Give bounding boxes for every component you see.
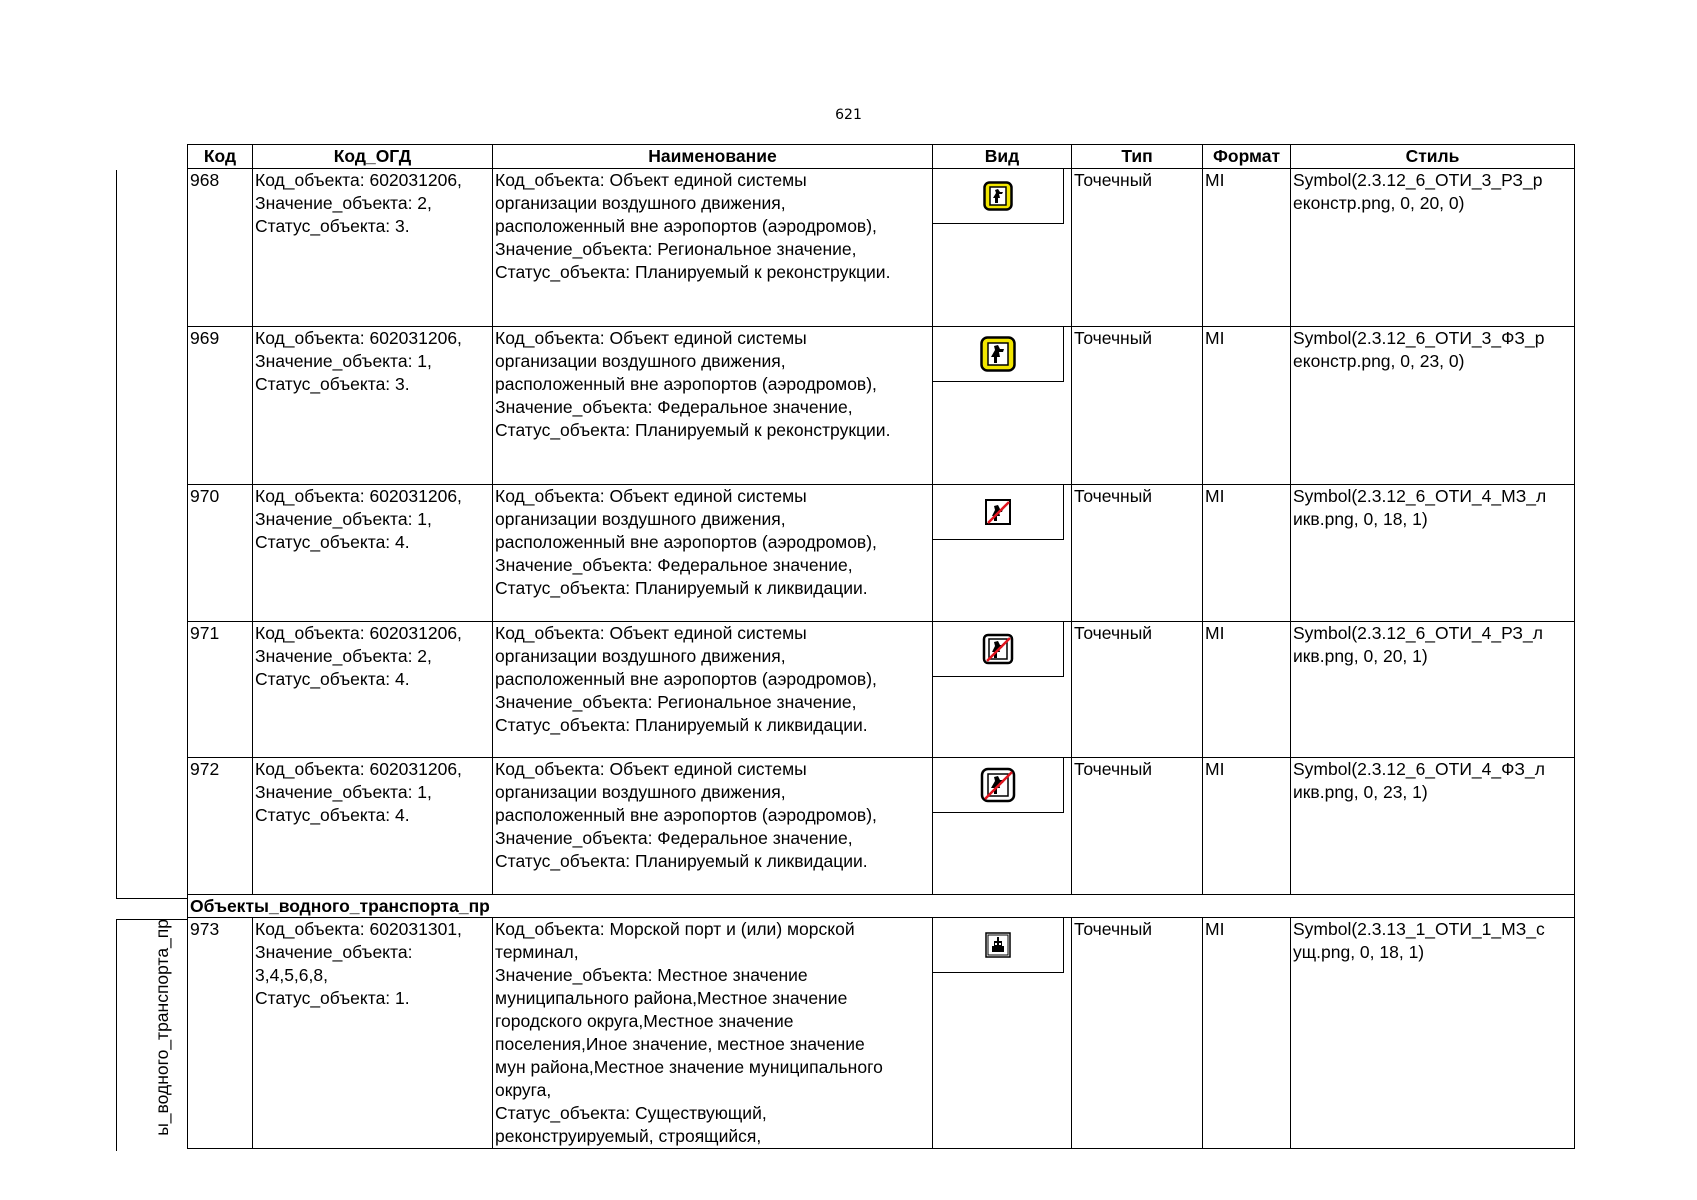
- table-row: [188, 918, 1575, 1149]
- air-traffic-liquidation-local-icon: [984, 498, 1012, 526]
- air-traffic-reconstruction-regional-icon: [983, 181, 1013, 211]
- air-traffic-reconstruction-federal-icon: [980, 336, 1016, 372]
- cell-format: MI: [1203, 758, 1291, 895]
- header-ogd: Код_ОГД: [253, 145, 493, 169]
- cell-name: Код_объекта: Объект единой системы организации воздушного движения, расположенный вне аэропортов (аэродромов), Значение_объекта: Федеральное значение, Статус_объекта: Планируемый к ликвидации.: [493, 758, 933, 895]
- cell-name: Код_объекта: Объект единой системы организации воздушного движения, расположенный вне аэропортов (аэродромов), Значение_объекта: Федеральное значение, Статус_объекта: Планируемый к реконструкции.: [493, 327, 933, 485]
- group-title: Объекты_водного_транспорта_пр: [188, 895, 1575, 918]
- icon-frame: [933, 327, 1064, 383]
- table-header-row: [188, 145, 1575, 169]
- cell-format: MI: [1203, 622, 1291, 758]
- air-traffic-liquidation-federal-icon: [980, 767, 1016, 803]
- cell-ogd: Код_объекта: 602031206, Значение_объекта: 1, Статус_объекта: 4.: [253, 758, 493, 895]
- cell-style: Symbol(2.3.12_6_ОТИ_4_МЗ_л икв.png, 0, 18, 1): [1291, 485, 1575, 622]
- cell-view: [933, 327, 1072, 485]
- cell-type: Точечный: [1072, 758, 1203, 895]
- air-traffic-liquidation-regional-icon: [982, 633, 1014, 665]
- cell-type: Точечный: [1072, 327, 1203, 485]
- cell-name: Код_объекта: Объект единой системы организации воздушного движения, расположенный вне аэропортов (аэродромов), Значение_объекта: Федеральное значение, Статус_объекта: Планируемый к ликвидации.: [493, 485, 933, 622]
- group-heading-row: [188, 895, 1575, 918]
- cell-format: MI: [1203, 918, 1291, 1149]
- cell-style: Symbol(2.3.12_6_ОТИ_3_ФЗ_р еконстр.png, 0, 23, 0): [1291, 327, 1575, 485]
- cell-format: MI: [1203, 327, 1291, 485]
- cell-type: Точечный: [1072, 918, 1203, 1149]
- table-row: [188, 758, 1575, 895]
- cell-view: [933, 622, 1072, 758]
- cell-code: 970: [188, 485, 253, 622]
- cell-code: 972: [188, 758, 253, 895]
- cell-code: 973: [188, 918, 253, 1149]
- table-row: [188, 485, 1575, 622]
- cell-name: Код_объекта: Объект единой системы организации воздушного движения, расположенный вне аэропортов (аэродромов), Значение_объекта: Региональное значение, Статус_объекта: Планируемый к реконструкции.: [493, 169, 933, 327]
- header-view: Вид: [933, 145, 1072, 169]
- page-number: 621: [835, 107, 862, 123]
- symbol-table: [187, 144, 1575, 1149]
- header-format: Формат: [1203, 145, 1291, 169]
- cell-type: Точечный: [1072, 169, 1203, 327]
- cell-view: [933, 918, 1072, 1149]
- icon-frame: [933, 918, 1064, 974]
- header-type: Тип: [1072, 145, 1203, 169]
- sea-port-existing-icon: [984, 931, 1012, 959]
- cell-style: Symbol(2.3.12_6_ОТИ_4_РЗ_л икв.png, 0, 20, 1): [1291, 622, 1575, 758]
- cell-code: 968: [188, 169, 253, 327]
- cell-ogd: Код_объекта: 602031206, Значение_объекта: 1, Статус_объекта: 4.: [253, 485, 493, 622]
- cell-ogd: Код_объекта: 602031206, Значение_объекта: 1, Статус_объекта: 3.: [253, 327, 493, 485]
- cell-ogd: Код_объекта: 602031206, Значение_объекта: 2, Статус_объекта: 3.: [253, 169, 493, 327]
- vertical-group-label: ы_водного_транспорта_пр: [152, 919, 172, 1136]
- page-bottom-margin: [0, 1151, 1697, 1200]
- cell-name: Код_объекта: Объект единой системы организации воздушного движения, расположенный вне аэропортов (аэродромов), Значение_объекта: Региональное значение, Статус_объекта: Планируемый к ликвидации.: [493, 622, 933, 758]
- cell-view: [933, 169, 1072, 327]
- cell-ogd: Код_объекта: 602031206, Значение_объекта: 2, Статус_объекта: 4.: [253, 622, 493, 758]
- cell-type: Точечный: [1072, 622, 1203, 758]
- header-name: Наименование: [493, 145, 933, 169]
- icon-frame: [933, 485, 1064, 541]
- cell-style: Symbol(2.3.12_6_ОТИ_3_РЗ_р еконстр.png, 0, 20, 0): [1291, 169, 1575, 327]
- table-row: [188, 622, 1575, 758]
- cell-style: Symbol(2.3.13_1_ОТИ_1_МЗ_с ущ.png, 0, 18, 1): [1291, 918, 1575, 1149]
- header-code: Код: [188, 145, 253, 169]
- table-row: [188, 327, 1575, 485]
- cell-code: 969: [188, 327, 253, 485]
- icon-frame: [933, 622, 1064, 678]
- cell-view: [933, 485, 1072, 622]
- cell-name: Код_объекта: Морской порт и (или) морской терминал, Значение_объекта: Местное значение муниципального района,Местное значение городского округа,Местное значение поселения,Иное значение, местное значение мун района,Местное значение муниципального округа, Статус_объекта: Существующий, реконструируемый, строящийся,: [493, 918, 933, 1149]
- header-style: Стиль: [1291, 145, 1575, 169]
- left-group-bracket-top: [116, 170, 187, 899]
- cell-view: [933, 758, 1072, 895]
- cell-code: 971: [188, 622, 253, 758]
- cell-format: MI: [1203, 485, 1291, 622]
- icon-frame: [933, 169, 1064, 225]
- table-row: [188, 169, 1575, 327]
- cell-ogd: Код_объекта: 602031301, Значение_объекта: 3,4,5,6,8, Статус_объекта: 1.: [253, 918, 493, 1149]
- icon-frame: [933, 758, 1064, 814]
- cell-format: MI: [1203, 169, 1291, 327]
- cell-style: Symbol(2.3.12_6_ОТИ_4_ФЗ_л икв.png, 0, 23, 1): [1291, 758, 1575, 895]
- cell-type: Точечный: [1072, 485, 1203, 622]
